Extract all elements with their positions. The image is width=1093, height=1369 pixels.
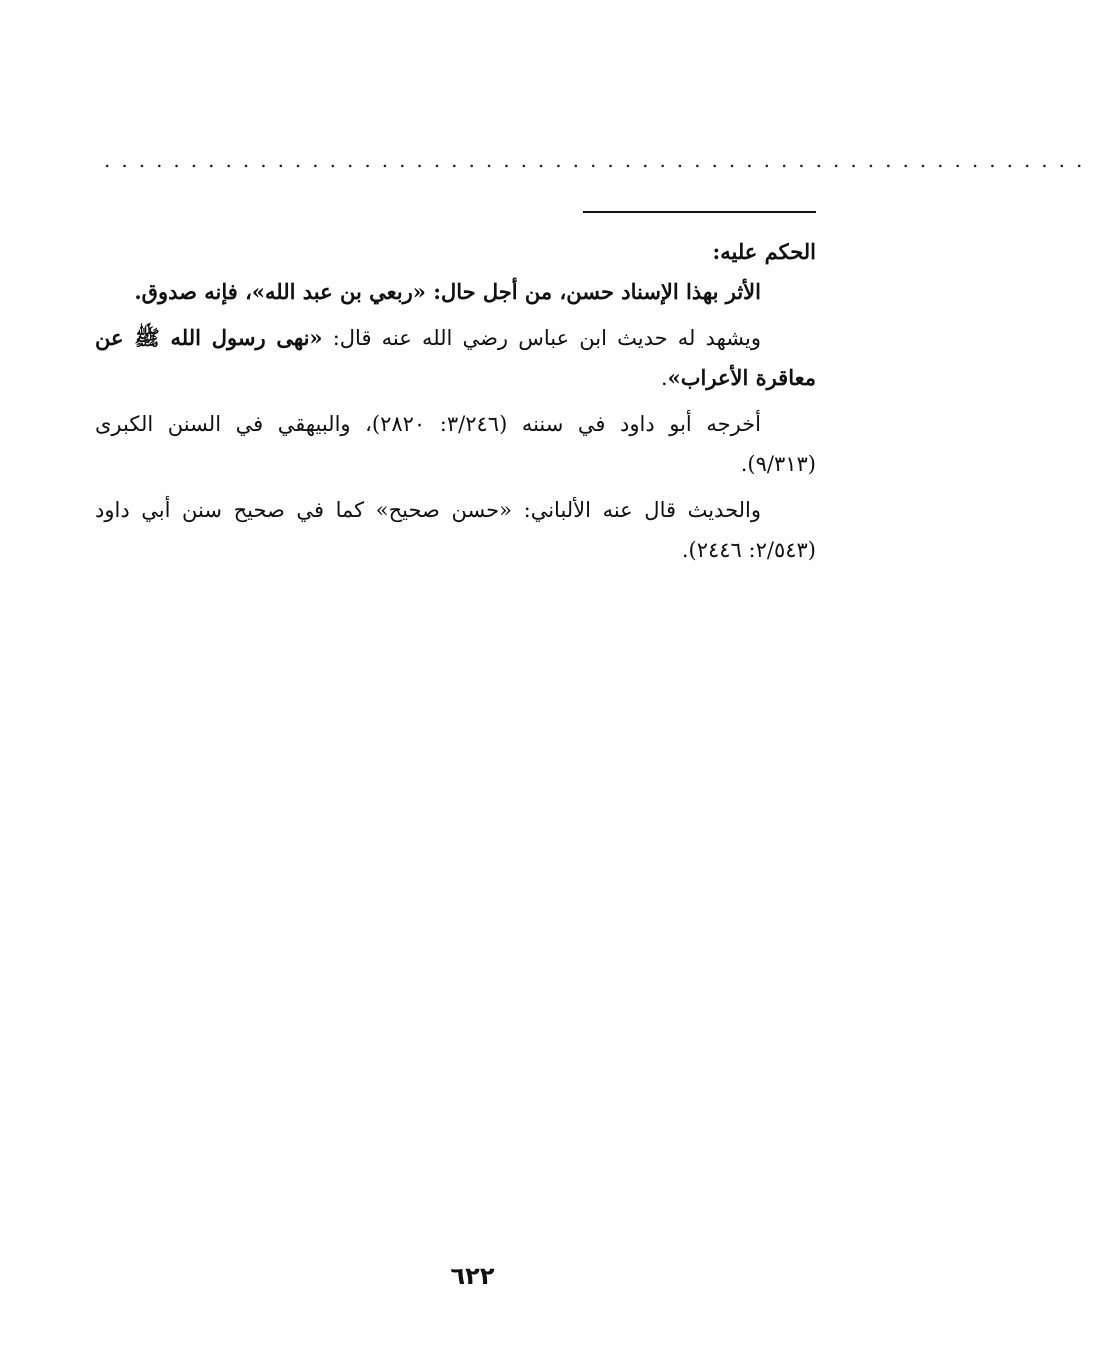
section-heading: الحكم عليه:: [712, 239, 816, 264]
hadith-quote: «نهى رسول الله ﷺ عن معاقرة الأعراب»: [95, 325, 816, 390]
narrator-quote: «ربعي بن عبد الله»: [251, 279, 426, 304]
grade-quote: «حسن صحيح»: [375, 498, 513, 522]
text-span: كما في صحيح سنن أبي داود (٢/٥٤٣: ٢٤٤٦).: [95, 498, 816, 562]
paragraph-isnad-grade: [95, 272, 816, 312]
text-span: ويشهد له حديث ابن عباس رضي الله عنه قال:: [332, 326, 761, 350]
paragraph-albani-grade: [95, 490, 816, 570]
text-span: ، فإنه صدوق.: [134, 279, 252, 304]
text-span: .: [660, 366, 668, 390]
text-span: الأثر بهذا الإسناد حسن، من أجل حال:: [433, 279, 761, 304]
footnote-rule: [583, 211, 816, 213]
dotted-separator: .........................................................: [104, 148, 1093, 172]
text-span: والحديث قال عنه الألباني:: [523, 498, 762, 522]
page-number: ٦٢٢: [450, 1262, 495, 1290]
ruling-section: [95, 232, 816, 576]
paragraph-takhrij: أخرجه أبو داود في سننه (٣/٢٤٦: ٢٨٢٠)، والبيهقي في السنن الكبرى (٩/٣١٣).: [95, 412, 816, 476]
paragraph-supporting-hadith: [95, 318, 816, 398]
